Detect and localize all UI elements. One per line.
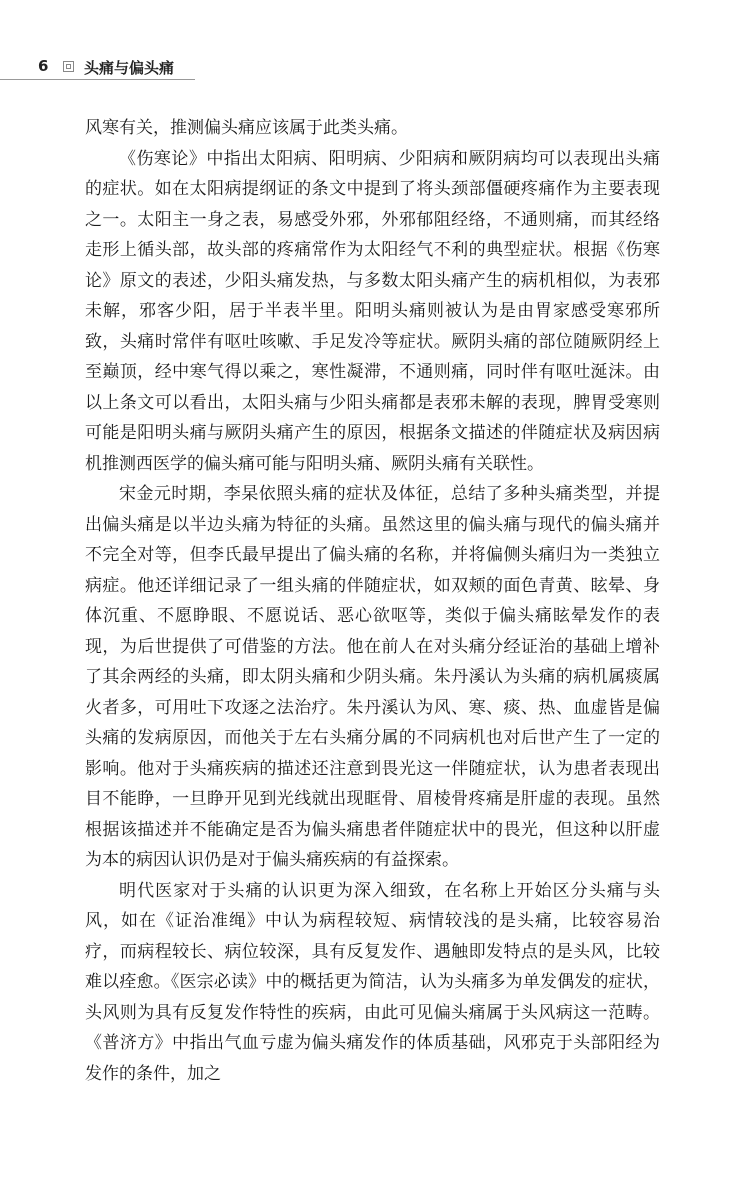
header-ornament-icon	[63, 61, 74, 72]
page-header	[0, 52, 750, 84]
page-number: 6	[38, 57, 49, 75]
paragraph-songjinyuan: 宋金元时期，李杲依照头痛的症状及体征，总结了多种头痛类型，并提出偏头痛是以半边头痛为特征的头痛。虽然这里的偏头痛与现代的偏头痛并不完全对等，但李氏最早提出了偏头痛的名称，并将偏侧头痛归为一类独立病症。他还详细记录了一组头痛的伴随症状，如双颊的面色青黄、眩晕、身体沉重、不愿睁眼、不愿说话、恶心欲呕等，类似于偏头痛眩晕发作的表现，为后世提供了可借鉴的方法。他在前人在对头痛分经证治的基础上增补了其余两经的头痛，即太阴头痛和少阴头痛。朱丹溪认为头痛的病机属痰属火者多，可用吐下攻逐之法治疗。朱丹溪认为风、寒、痰、热、血虚皆是偏头痛的发病原因，而他关于左右头痛分属的不同病机也对后世产生了一定的影响。他对于头痛疾病的描述还注意到畏光这一伴随症状，认为患者表现出目不能睁，一旦睁开见到光线就出现眶骨、眉棱骨疼痛是肝虚的表现。虽然根据该描述并不能确定是否为偏头痛患者伴随症状中的畏光，但这种以肝虚为本的病因认识仍是对于偏头痛疾病的有益探索。	[85, 484, 660, 870]
header-rule	[0, 79, 195, 80]
paragraph-shanghan: 《伤寒论》中指出太阳病、阳明病、少阳病和厥阴病均可以表现出头痛的症状。如在太阳病提纲证的条文中提到了将头颈部僵硬疼痛作为主要表现之一。太阳主一身之表，易感受外邪，外邪郁阻经络，不通则痛，而其经络走形上循头部，故头部的疼痛常作为太阳经气不利的典型症状。根据《伤寒论》原文的表述，少阳头痛发热，与多数太阳头痛产生的病机相似，为表邪未解，邪客少阳，居于半表半里。阳明头痛则被认为是由胃家感受寒邪所致，头痛时常伴有呕吐咳嗽、手足发冷等症状。厥阴头痛的部位随厥阴经上至巅顶，经中寒气得以乘之，寒性凝滞，不通则痛，同时伴有呕吐涎沫。由以上条文可以看出，太阳头痛与少阳头痛都是表邪未解的表现，脾胃受寒则可能是阳明头痛与厥阴头痛产生的原因，根据条文描述的伴随症状及病因病机推测西医学的偏头痛可能与阳明头痛、厥阴头痛有关联性。	[85, 148, 660, 474]
running-title: 头痛与偏头痛	[84, 59, 175, 77]
paragraph-continued: 风寒有关，推测偏头痛应该属于此类头痛。	[85, 118, 408, 138]
paragraph-mingdai: 明代医家对于头痛的认识更为深入细致，在名称上开始区分头痛与头风，如在《证治准绳》中认为病程较短、病情较浅的是头痛，比较容易治疗，而病程较长、病位较深，具有反复发作、遇触即发特点的是头风，比较难以痊愈。《医宗必读》中的概括更为简洁，认为头痛多为单发偶发的症状，头风则为具有反复发作特性的疾病，由此可见偏头痛属于头风病这一范畴。《普济方》中指出气血亏虚为偏头痛发作的体质基础，风邪克于头部阳经为发作的条件，加之	[85, 880, 660, 1084]
body-text	[85, 113, 660, 1089]
